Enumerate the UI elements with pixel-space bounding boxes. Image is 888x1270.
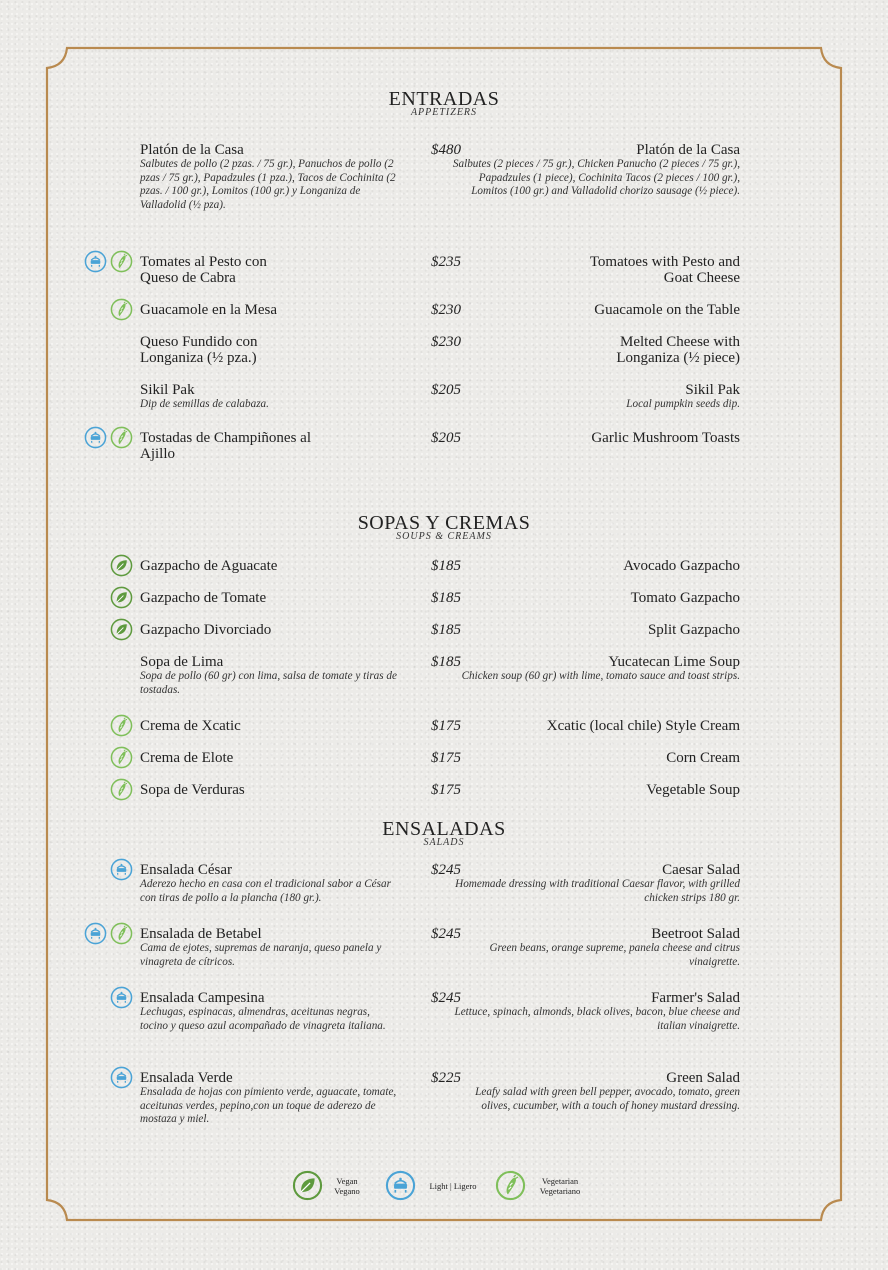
item-desc-es: Lechugas, espinacas, almendras, aceitunas negras, tocino y queso azul acompañado de vinagreta italiana. [140, 1006, 386, 1032]
item-english [450, 430, 740, 446]
item-english [450, 990, 740, 1033]
item-english [450, 718, 740, 734]
item-name-es: Ensalada César [140, 862, 233, 878]
item-price: $175 [431, 718, 461, 734]
item-price: $185 [431, 622, 461, 638]
item-name-es: Platón de la Casa [140, 142, 244, 158]
item-english [450, 926, 740, 969]
item-english [450, 382, 740, 412]
item-english [450, 558, 740, 574]
section-subheading: APPETIZERS [410, 107, 478, 118]
item-name-en: Avocado Gazpacho [623, 558, 740, 574]
section-subheading: SALADS [423, 837, 465, 848]
item-desc-en: Green beans, orange supreme, panela cheese and citrus vinaigrette. [489, 942, 740, 968]
item-spanish [140, 926, 400, 969]
item-name-es: Queso Fundido con Longaniza (½ pza.) [140, 334, 258, 366]
item-spanish [140, 990, 400, 1033]
item-price: $235 [431, 254, 461, 270]
item-english [450, 1070, 740, 1113]
item-spanish [140, 590, 400, 606]
item-price: $185 [431, 590, 461, 606]
section-title [0, 818, 888, 848]
item-desc-es: Aderezo hecho en casa con el tradicional sabor a César con tiras de pollo a la plancha (180 gr.). [140, 878, 391, 904]
vegetarian-icon [110, 298, 133, 321]
light-icon [84, 426, 107, 449]
item-english [580, 334, 740, 366]
vegan-icon [110, 586, 133, 609]
light-icon [385, 1170, 416, 1201]
item-english [450, 750, 740, 766]
section-heading: ENTRADAS [388, 88, 500, 110]
item-english [450, 302, 740, 318]
item-desc-es: Ensalada de hojas con pimiento verde, aguacate, tomate, aceitunas verdes, pepino,con un toque de aderezo de mostaza y miel. [140, 1086, 397, 1125]
item-spanish [140, 622, 400, 638]
light-icon [110, 986, 133, 1009]
item-spanish [140, 430, 340, 462]
item-name-es: Sopa de Lima [140, 654, 224, 670]
item-name-en: Vegetable Soup [646, 782, 740, 798]
item-spanish [140, 334, 310, 366]
section-heading: ENSALADAS [382, 818, 506, 840]
item-name-es: Tostadas de Champiñones al Ajillo [140, 430, 311, 462]
vegetarian-icon [110, 778, 133, 801]
item-desc-es: Salbutes de pollo (2 pzas. / 75 gr.), Panuchos de pollo (2 pzas / 75 gr.), Papadzules (1 pza.), Tacos de Cochinita (2 pzas. / 100 gr.), Lomitos (100 gr.) y Longaniza de Valladolid (½ pza). [140, 158, 396, 211]
legend-vegetarian-label: Vegetarian Vegetariano [539, 1176, 581, 1196]
item-desc-en: Chicken soup (60 gr) with lime, tomato sauce and toast strips. [461, 670, 740, 682]
section-subheading: SOUPS & CREAMS [396, 531, 492, 542]
item-price: $245 [431, 926, 461, 942]
item-name-en: Corn Cream [666, 750, 740, 766]
item-spanish [140, 142, 400, 212]
item-price: $175 [431, 782, 461, 798]
item-price: $185 [431, 558, 461, 574]
item-name-es: Crema de Elote [140, 750, 234, 766]
item-name-es: Crema de Xcatic [140, 718, 241, 734]
item-price: $245 [431, 990, 461, 1006]
item-price: $245 [431, 862, 461, 878]
item-spanish [140, 718, 400, 734]
item-spanish [140, 782, 400, 798]
item-spanish [140, 254, 300, 286]
vegetarian-icon [110, 250, 133, 273]
item-name-en: Tomato Gazpacho [630, 590, 740, 606]
item-spanish [140, 382, 400, 412]
item-name-es: Sikil Pak [140, 382, 195, 398]
item-name-es: Gazpacho Divorciado [140, 622, 272, 638]
item-price: $225 [431, 1070, 461, 1086]
item-name-en: Platón de la Casa [636, 142, 740, 158]
item-desc-es: Dip de semillas de calabaza. [140, 398, 269, 410]
item-english [450, 782, 740, 798]
item-name-en: Tomatoes with Pesto and Goat Cheese [589, 254, 740, 286]
section-title [0, 88, 888, 118]
item-name-en: Garlic Mushroom Toasts [591, 430, 740, 446]
item-spanish [140, 302, 400, 318]
item-name-es: Gazpacho de Tomate [140, 590, 267, 606]
item-price: $175 [431, 750, 461, 766]
item-name-es: Ensalada Campesina [140, 990, 265, 1006]
vegetarian-icon [110, 922, 133, 945]
item-desc-en: Homemade dressing with traditional Caesar flavor, with grilled chicken strips 180 gr. [455, 878, 740, 904]
item-name-en: Xcatic (local chile) Style Cream [546, 718, 740, 734]
section-heading: SOPAS Y CREMAS [357, 512, 531, 534]
item-name-en: Farmer's Salad [651, 990, 740, 1006]
item-spanish [140, 750, 400, 766]
legend-vegan-label: Vegan Vegano [334, 1176, 360, 1196]
item-english [450, 654, 740, 684]
item-spanish [140, 558, 400, 574]
item-price: $205 [431, 382, 461, 398]
item-name-en: Sikil Pak [685, 382, 740, 398]
vegan-icon [110, 554, 133, 577]
vegetarian-icon [110, 714, 133, 737]
item-name-en: Melted Cheese with Longaniza (½ piece) [616, 334, 740, 366]
item-name-es: Ensalada de Betabel [140, 926, 262, 942]
item-english [580, 254, 740, 286]
item-price: $230 [431, 334, 461, 350]
item-name-en: Yucatecan Lime Soup [608, 654, 740, 670]
item-desc-en: Salbutes (2 pieces / 75 gr.), Chicken Panucho (2 pieces / 75 gr.), Papadzules (1 piece), Cochinita Tacos (2 pieces / 100 gr.), Lomitos (100 gr.) and Valladolid chorizo sausage (½ piece). [452, 158, 740, 197]
light-icon [110, 1066, 133, 1089]
item-desc-es: Sopa de pollo (60 gr) con lima, salsa de tomate y tiras de tostadas. [140, 670, 397, 696]
diet-legend [0, 1170, 888, 1204]
item-desc-en: Local pumpkin seeds dip. [626, 398, 740, 410]
item-price: $205 [431, 430, 461, 446]
item-name-es: Ensalada Verde [140, 1070, 233, 1086]
item-name-en: Guacamole on the Table [594, 302, 740, 318]
section-title [0, 512, 888, 542]
item-spanish [140, 654, 400, 697]
item-name-es: Guacamole en la Mesa [140, 302, 278, 318]
item-name-en: Beetroot Salad [651, 926, 740, 942]
vegetarian-icon [495, 1170, 526, 1201]
item-english [450, 142, 740, 199]
item-desc-en: Leafy salad with green bell pepper, avocado, tomato, green olives, cucumber, with a touch of honey mustard dressing. [475, 1086, 740, 1112]
legend-light-label: Light | Ligero [429, 1181, 477, 1191]
vegetarian-icon [110, 746, 133, 769]
item-name-es: Sopa de Verduras [140, 782, 245, 798]
item-name-es: Tomates al Pesto con Queso de Cabra [140, 254, 267, 286]
item-english [450, 862, 740, 905]
item-price: $480 [431, 142, 461, 158]
item-desc-en: Lettuce, spinach, almonds, black olives, bacon, blue cheese and italian vinaigrette. [454, 1006, 740, 1032]
light-icon [84, 922, 107, 945]
item-name-en: Split Gazpacho [647, 622, 740, 638]
vegan-icon [110, 618, 133, 641]
vegan-icon [292, 1170, 323, 1201]
item-price: $185 [431, 654, 461, 670]
light-icon [84, 250, 107, 273]
item-name-en: Caesar Salad [662, 862, 740, 878]
item-desc-es: Cama de ejotes, supremas de naranja, queso panela y vinagreta de cítricos. [140, 942, 382, 968]
item-spanish [140, 862, 400, 905]
item-price: $230 [431, 302, 461, 318]
item-english [450, 622, 740, 638]
vegetarian-icon [110, 426, 133, 449]
item-spanish [140, 1070, 400, 1127]
item-name-es: Gazpacho de Aguacate [140, 558, 278, 574]
light-icon [110, 858, 133, 881]
item-english [450, 590, 740, 606]
item-name-en: Green Salad [666, 1070, 740, 1086]
